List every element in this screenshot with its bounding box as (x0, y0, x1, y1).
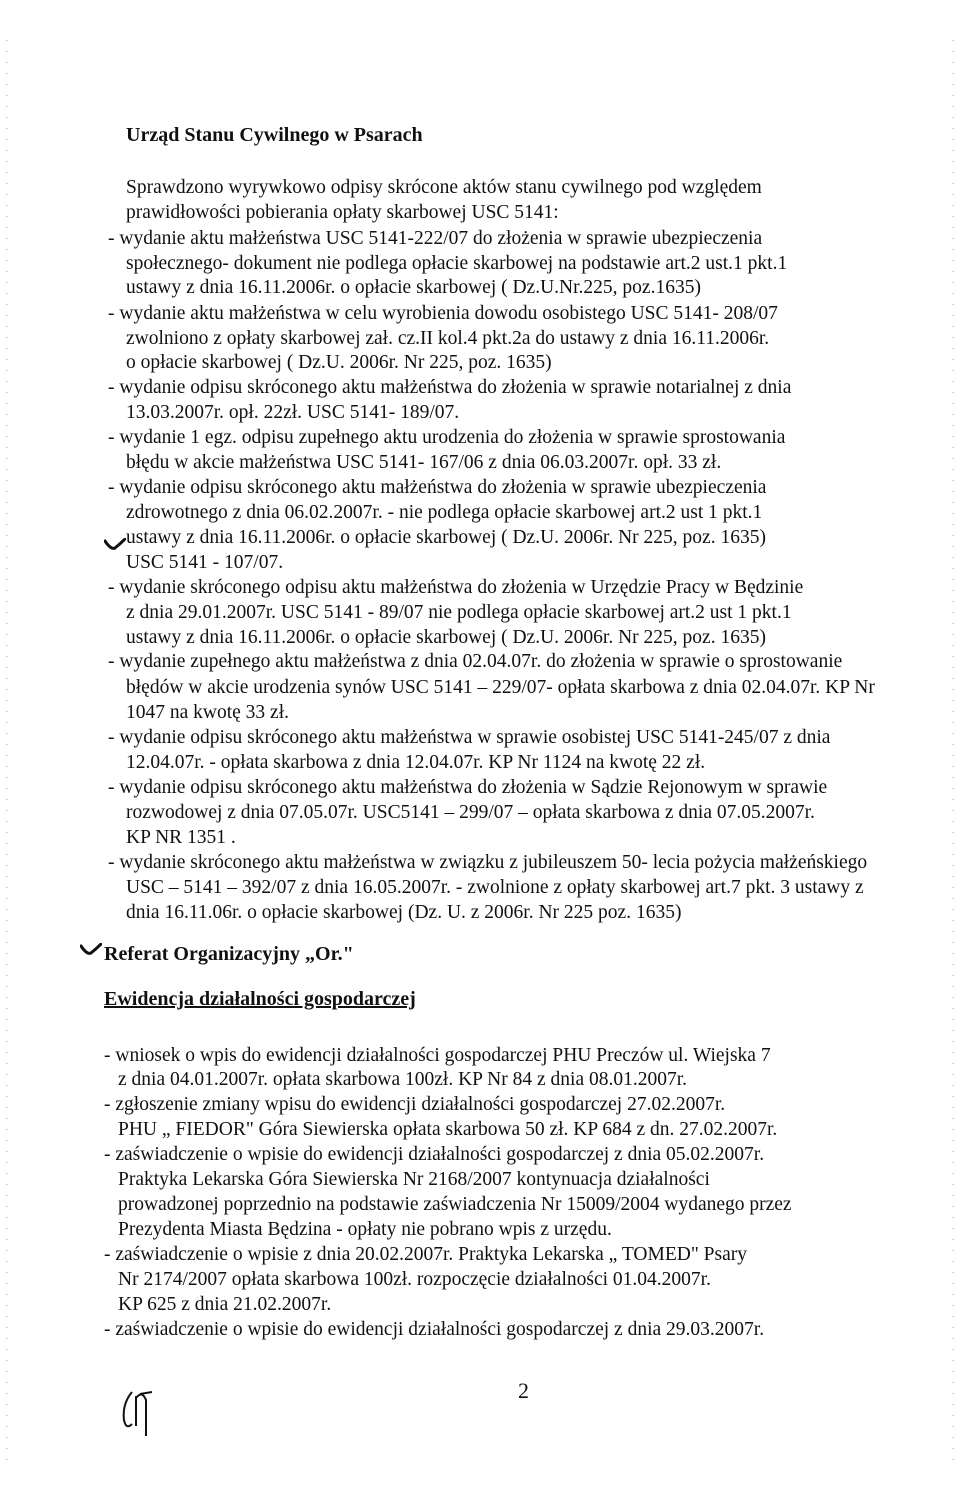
usc-text-line: błędów w akcie urodzenia synów USC 5141 – 229/07- opłata skarbowa z dnia 02.04.07r. KP Nr (126, 677, 875, 698)
ewidencja-text-line: z dnia 04.01.2007r. opłata skarbowa 100zł. KP Nr 84 z dnia 08.01.2007r. (118, 1069, 688, 1090)
usc-text-line: prawidłowości pobierania opłaty skarbowej USC 5141: (126, 202, 559, 223)
check-mark-icon (104, 538, 126, 552)
usc-heading: Urząd Stanu Cywilnego w Psarach (126, 124, 423, 146)
usc-text-line: USC – 5141 – 392/07 z dnia 16.05.2007r. - zwolnione z opłaty skarbowej art.7 pkt. 3 ustawy z (126, 877, 864, 898)
ewidencja-text-line: - zaświadczenie o wpisie z dnia 20.02.2007r. Praktyka Lekarska „ TOMED" Psary (104, 1244, 747, 1265)
usc-text-line: - wydanie odpisu skróconego aktu małżeństwa do złożenia w Sądzie Rejonowym w sprawie (108, 777, 828, 798)
usc-text-line: - wydanie odpisu skróconego aktu małżeństwa do złożenia w sprawie notarialnej z dnia (108, 377, 792, 398)
usc-text-line: ustawy z dnia 16.11.2006r. o opłacie skarbowej ( Dz.U. 2006r. Nr 225, poz. 1635) (126, 627, 766, 648)
usc-text-line: z dnia 29.01.2007r. USC 5141 - 89/07 nie podlega opłacie skarbowej art.2 ust 1 pkt.1 (126, 602, 792, 623)
ewidencja-text-line: - zaświadczenie o wpisie do ewidencji działalności gospodarczej z dnia 29.03.2007r. (104, 1319, 765, 1340)
check-mark-icon (80, 943, 102, 957)
usc-text-line: - wydanie 1 egz. odpisu zupełnego aktu urodzenia do złożenia w sprawie sprostowania (108, 427, 786, 448)
ewidencja-text-line: - wniosek o wpis do ewidencji działalności gospodarczej PHU Preczów ul. Wiejska 7 (104, 1045, 771, 1066)
scan-margin-left (6, 40, 8, 1460)
usc-text-line: - wydanie odpisu skróconego aktu małżeństwa do złożenia w sprawie ubezpieczenia (108, 477, 767, 498)
referat-heading: Referat Organizacyjny „Or." (104, 943, 354, 965)
usc-text-line: KP NR 1351 . (126, 827, 236, 848)
usc-text-line: dnia 16.11.06r. o opłacie skarbowej (Dz. U. z 2006r. Nr 225 poz. 1635) (126, 902, 682, 923)
usc-text-line: - wydanie aktu małżeństwa USC 5141-222/07 do złożenia w sprawie ubezpieczenia (108, 228, 763, 249)
usc-text-line: społecznego- dokument nie podlega opłacie skarbowej na podstawie art.2 ust.1 pkt.1 (126, 253, 788, 274)
usc-text-line: - wydanie aktu małżeństwa w celu wyrobienia dowodu osobistego USC 5141- 208/07 (108, 303, 778, 324)
handwritten-initials (120, 1386, 160, 1438)
ewidencja-text-line: Nr 2174/2007 opłata skarbowa 100zł. rozpoczęcie działalności 01.04.2007r. (118, 1269, 711, 1290)
usc-text-line: zdrowotnego z dnia 06.02.2007r. - nie podlega opłacie skarbowej art.2 ust 1 pkt.1 (126, 502, 763, 523)
usc-text-line: 13.03.2007r. opł. 22zł. USC 5141- 189/07. (126, 402, 460, 423)
usc-text-line: ustawy z dnia 16.11.2006r. o opłacie skarbowej ( Dz.U. 2006r. Nr 225, poz. 1635) (126, 527, 766, 548)
usc-text-line: 1047 na kwotę 33 zł. (126, 702, 290, 723)
ewidencja-text-line: KP 625 z dnia 21.02.2007r. (118, 1294, 332, 1315)
usc-text-line: o opłacie skarbowej ( Dz.U. 2006r. Nr 225, poz. 1635) (126, 352, 552, 373)
usc-text-line: Sprawdzono wyrywkowo odpisy skrócone aktów stanu cywilnego pod względem (126, 177, 762, 198)
ewidencja-text-line: PHU „ FIEDOR" Góra Siewierska opłata skarbowa 50 zł. KP 684 z dn. 27.02.2007r. (118, 1119, 778, 1140)
ewidencja-text-line: Prezydenta Miasta Będzina - opłaty nie pobrano wpis z urzędu. (118, 1219, 612, 1240)
ewidencja-text-line: - zgłoszenie zmiany wpisu do ewidencji działalności gospodarczej 27.02.2007r. (104, 1094, 726, 1115)
scan-margin-right (952, 40, 954, 1460)
usc-text-line: rozwodowej z dnia 07.05.07r. USC5141 – 299/07 – opłata skarbowa z dnia 07.05.2007r. (126, 802, 815, 823)
ewidencja-text-line: Praktyka Lekarska Góra Siewierska Nr 2168/2007 kontynuacja działalności (118, 1169, 710, 1190)
usc-text-line: - wydanie odpisu skróconego aktu małżeństwa w sprawie osobistej USC 5141-245/07 z dnia (108, 727, 831, 748)
page-number: 2 (518, 1378, 529, 1403)
usc-text-line: błędu w akcie małżeństwa USC 5141- 167/06 z dnia 06.03.2007r. opł. 33 zł. (126, 452, 722, 473)
ewidencja-text-line: - zaświadczenie o wpisie do ewidencji działalności gospodarczej z dnia 05.02.2007r. (104, 1144, 765, 1165)
usc-text-line: 12.04.07r. - opłata skarbowa z dnia 12.04.07r. KP Nr 1124 na kwotę 22 zł. (126, 752, 706, 773)
usc-text-line: - wydanie skróconego aktu małżeństwa w związku z jubileuszem 50- lecia pożycia małżeńskiego (108, 852, 868, 873)
usc-text-line: USC 5141 - 107/07. (126, 552, 284, 573)
ewidencja-text-line: prowadzonej poprzednio na podstawie zaświadczenia Nr 15009/2004 wydanego przez (118, 1194, 792, 1215)
usc-text-line: - wydanie zupełnego aktu małżeństwa z dnia 02.04.07r. do złożenia w sprawie o sprostowanie (108, 651, 843, 672)
usc-text-line: ustawy z dnia 16.11.2006r. o opłacie skarbowej ( Dz.U.Nr.225, poz.1635) (126, 277, 701, 298)
usc-text-line: - wydanie skróconego odpisu aktu małżeństwa do złożenia w Urzędzie Pracy w Będzinie (108, 577, 804, 598)
ewidencja-heading: Ewidencja działalności gospodarczej (104, 988, 416, 1010)
usc-text-line: zwolniono z opłaty skarbowej zał. cz.II kol.4 pkt.2a do ustawy z dnia 16.11.2006r. (126, 328, 770, 349)
